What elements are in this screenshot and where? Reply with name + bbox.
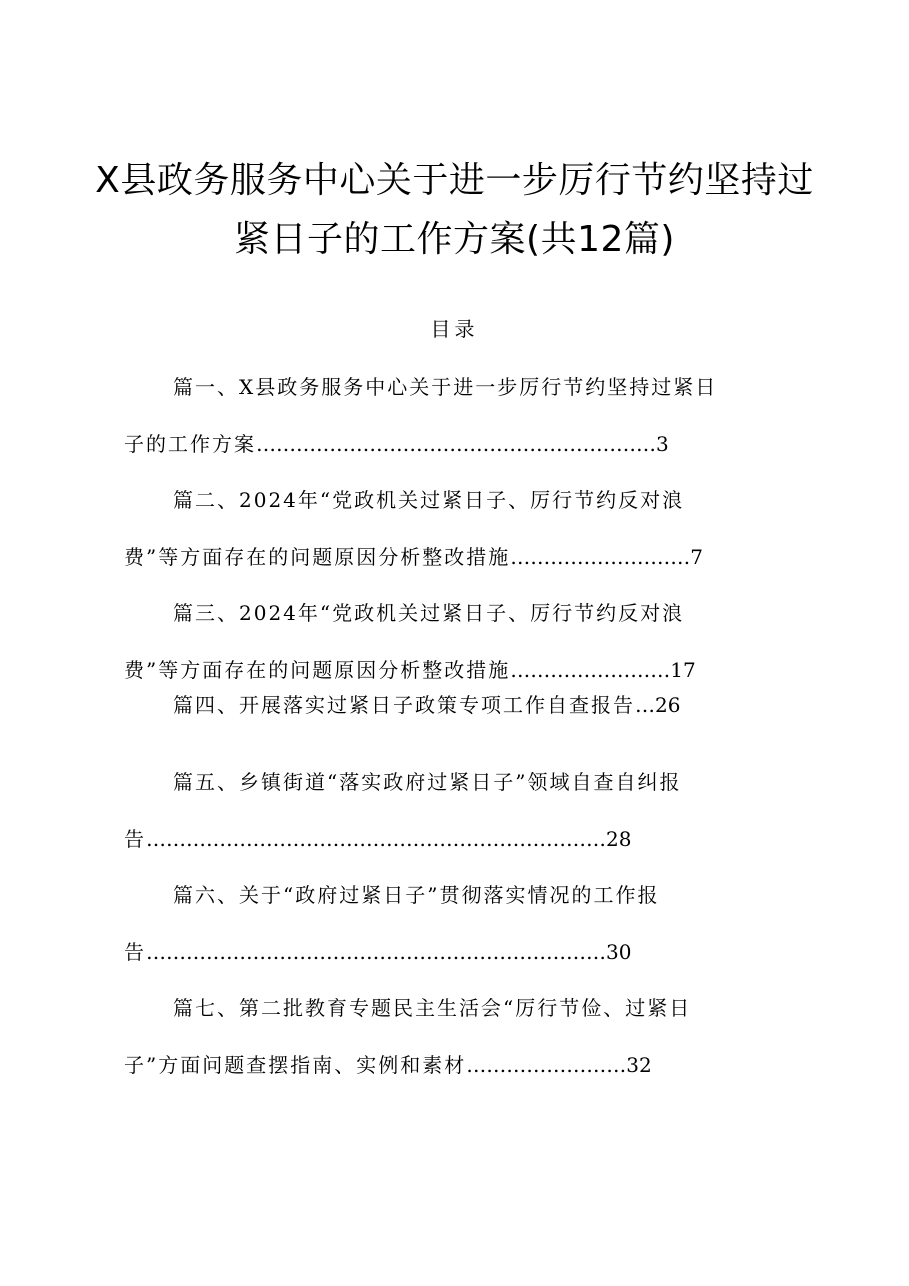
toc-entry-4[interactable]: [173, 688, 773, 722]
toc-page-number: 26: [655, 693, 681, 717]
toc-entry-5-line-1[interactable]: [173, 765, 801, 799]
toc-entry-text: 篇一、X县政务服务中心关于进一步厉行节约坚持过紧日: [173, 375, 718, 399]
toc-entry-1-line-1[interactable]: [173, 370, 801, 404]
document-title-line-1: X县政务服务中心关于进一步厉行节约坚持过: [95, 160, 814, 201]
toc-entry-text: 费”等方面存在的问题原因分析整改措施: [124, 658, 511, 682]
toc-leader-dots: ………………………: [510, 545, 691, 569]
toc-entry-7-line-2[interactable]: [124, 1048, 804, 1082]
toc-entry-text: 篇六、关于“政府过紧日子”贯彻落实情况的工作报: [173, 883, 660, 907]
toc-heading: 目录: [430, 317, 479, 341]
toc-entry-text: 篇二、2024年“党政机关过紧日子、厉行节约反对浪: [173, 488, 685, 512]
toc-entry-1-line-2[interactable]: [124, 427, 804, 461]
toc-leader-dots: ……………………: [466, 1053, 627, 1077]
toc-entry-text: 子”方面问题查摆指南、实例和素材: [124, 1053, 467, 1077]
toc-leader-dots: ……………………………………………………………: [146, 827, 606, 851]
toc-leader-dots: ……………………: [510, 658, 671, 682]
toc-page-number: 30: [606, 940, 632, 964]
toc-leader-dots: ……………………………………………………: [256, 432, 656, 456]
toc-leader-dots: ……………………………………………………………: [146, 940, 606, 964]
toc-entry-text: 告: [124, 940, 146, 964]
toc-entry-7-line-1[interactable]: [173, 991, 801, 1025]
toc-entry-text: 子的工作方案: [124, 432, 256, 456]
toc-entry-text: 篇五、乡镇街道“落实政府过紧日子”领域自查自纠报: [173, 770, 682, 794]
toc-entry-6-line-2[interactable]: [124, 935, 804, 969]
toc-page-number: 7: [690, 545, 703, 569]
toc-page-number: 3: [656, 432, 669, 456]
toc-entry-2-line-1[interactable]: [173, 483, 801, 517]
toc-entry-6-line-1[interactable]: [173, 878, 801, 912]
toc-entry-2-line-2[interactable]: [124, 540, 804, 574]
toc-entry-text: 告: [124, 827, 146, 851]
toc-entry-text: 篇三、2024年“党政机关过紧日子、厉行节约反对浪: [173, 601, 685, 625]
toc-entry-text: 篇四、开展落实过紧日子政策专项工作自查报告: [173, 693, 635, 717]
toc-page-number: 17: [670, 658, 696, 682]
toc-entry-text: 篇七、第二批教育专题民主生活会“厉行节俭、过紧日: [173, 996, 692, 1020]
toc-page-number: 32: [626, 1053, 652, 1077]
document-title-line-2: 紧日子的工作方案(共12篇): [234, 219, 675, 260]
toc-page-number: 28: [606, 827, 632, 851]
toc-entry-3-line-2[interactable]: [124, 653, 804, 687]
toc-entry-3-line-1[interactable]: [173, 596, 801, 630]
toc-leader-dots: …: [635, 693, 655, 717]
toc-entry-5-line-2[interactable]: [124, 822, 804, 856]
toc-entry-text: 费”等方面存在的问题原因分析整改措施: [124, 545, 511, 569]
